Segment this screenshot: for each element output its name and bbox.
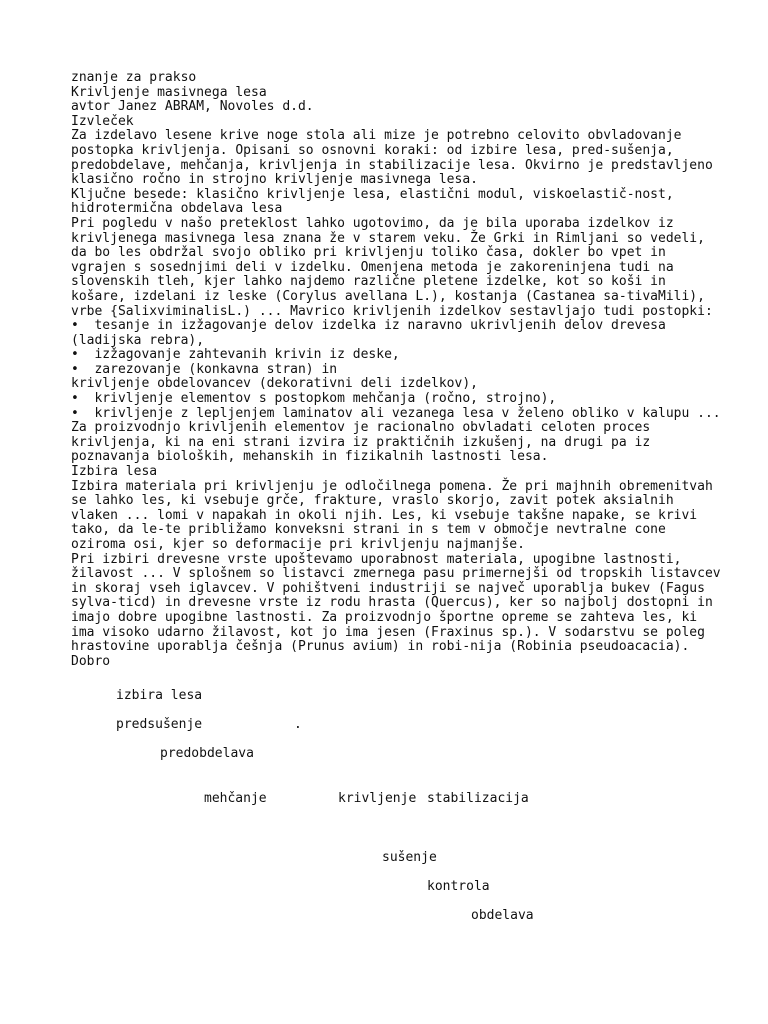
flow-step-krivljenje: krivljenje bbox=[338, 791, 417, 806]
text-line: predobdelave, mehčanja, krivljenja in stabilizacije lesa. Okvirno je predstavljeno bbox=[71, 157, 713, 173]
bullet-item: • krivljenje z lepljenjem laminatov ali vezanega lesa v želeno obliko v kalupu ... bbox=[71, 405, 721, 421]
text-line: košare, izdelani iz leske (Corylus avellana L.), kostanja (Castanea sa-tivaMili), bbox=[71, 288, 705, 304]
text-line: vrbe {SalixviminalisL.) ... Mavrico krivljenih izdelkov sestavljajo tudi postopki: bbox=[71, 303, 713, 319]
text-line: hidrotermična obdelava lesa bbox=[71, 201, 283, 217]
text-line: se lahko les, ki vsebuje grče, frakture, vraslo skorjo, zavit potek aksialnih bbox=[71, 493, 674, 509]
document-text bbox=[71, 71, 751, 669]
flow-step-susenje: sušenje bbox=[382, 850, 437, 865]
text-line: tako, da le-te približamo konveksni strani in s tem v območje nevtralne cone bbox=[71, 522, 666, 538]
text-line: Pri pogledu v našo preteklost lahko ugotovimo, da je bila uporaba izdelkov iz bbox=[71, 215, 674, 231]
text-line: postopka krivljenja. Opisani so osnovni koraki: od izbire lesa, pred-sušenja, bbox=[71, 142, 674, 158]
text-line: Za izdelavo lesene krive noge stola ali mize je potrebno celovito obvladovanje bbox=[71, 128, 682, 144]
flow-step-mehcanje: mehčanje bbox=[204, 791, 267, 806]
text-line: ima visoko udarno žilavost, kot jo ima jesen (Fraxinus sp.). V sodarstvu se poleg bbox=[71, 624, 705, 640]
text-line-abstract-heading: Izvleček bbox=[71, 113, 134, 129]
text-line: krivljenja, ki na eni strani izvira iz praktičnih izkušenj, na drugi pa iz bbox=[71, 434, 651, 450]
text-line: Dobro bbox=[71, 653, 111, 669]
text-line: Pri izbiri drevesne vrste upoštevamo uporabnost materiala, upogibne lastnosti, bbox=[71, 551, 682, 567]
flow-step-izbira-lesa: izbira lesa bbox=[116, 688, 203, 703]
text-line: sylva-ticd) in drevesne vrste iz rodu hrasta (Quercus), ker so najbolj dostopni in bbox=[71, 595, 713, 611]
text-line: vlaken ... lomi v napakah in okoli njih. Les, ki vsebuje takšne napake, se krivi bbox=[71, 507, 698, 523]
text-line: slovenskih tleh, kjer lahko najdemo različne pletene izdelke, kot so koši in bbox=[71, 274, 666, 290]
section-heading: Izbira lesa bbox=[71, 464, 158, 480]
flow-step-predobdelava: predobdelava bbox=[160, 746, 254, 761]
text-line-title: Krivljenje masivnega lesa bbox=[71, 84, 267, 100]
text-line: klasično ročno in strojno krivljenje masivnega lesa. bbox=[71, 172, 478, 188]
bullet-item: • izžagovanje zahtevanih krivin iz deske, bbox=[71, 347, 400, 363]
text-line-author: avtor Janez ABRAM, Novoles d.d. bbox=[71, 99, 314, 115]
text-line: krivljenega masivnega lesa znana že v starem veku. Že Grki in Rimljani so vedeli, bbox=[71, 230, 705, 246]
bullet-item: • zarezovanje (konkavna stran) in bbox=[71, 361, 338, 377]
flow-dot: . bbox=[294, 717, 302, 732]
text-line: oziroma osi, kjer so deformacije pri krivljenju najmanjše. bbox=[71, 537, 525, 552]
text-line: in skoraj vseh iglavcev. V pohištveni industriji se največ uporablja bukev (Fagus bbox=[71, 580, 705, 596]
bullet-item: • tesanje in izžagovanje delov izdelka iz naravno ukrivljenih delov drevesa bbox=[71, 318, 666, 334]
text-line: Izbira materiala pri krivljenju je odločilnega pomena. Že pri majhnih obremenitvah bbox=[71, 478, 713, 494]
flow-step-stabilizacija: stabilizacija bbox=[427, 791, 529, 806]
text-line: imajo dobre upogibne lastnosti. Za proizvodnjo športne opreme se zahteva les, ki bbox=[71, 609, 698, 625]
text-line: hrastovine uporablja češnja (Prunus avium) in robi-nija (Robinia pseudoacacia). bbox=[71, 639, 690, 655]
text-line-category: znanje za prakso bbox=[71, 70, 197, 85]
text-line: (ladijska rebra), bbox=[71, 332, 205, 348]
text-line-keywords: Ključne besede: klasično krivljenje lesa, elastični modul, viskoelastič-nost, bbox=[71, 186, 674, 202]
bullet-item: • krivljenje elementov s postopkom mehčanja (ročno, strojno), bbox=[71, 391, 557, 407]
text-line: vgrajen s sosednjimi deli v izdelku. Omenjena metoda je zakoreninjena tudi na bbox=[71, 259, 674, 275]
text-line: da bo les obdržal svojo obliko pri krivljenju toliko časa, dokler bo vpet in bbox=[71, 245, 666, 261]
flow-step-obdelava: obdelava bbox=[471, 908, 534, 923]
text-line: žilavost ... V splošnem so listavci zmernega pasu primernejši od tropskih listavcev bbox=[71, 566, 721, 582]
flow-step-kontrola: kontrola bbox=[427, 879, 490, 894]
flow-step-predsusenje: predsušenje bbox=[116, 717, 203, 732]
text-line: Za proizvodnjo krivljenih elementov je racionalno obvladati celoten proces bbox=[71, 420, 651, 436]
text-line: poznavanja bioloških, mehanskih in fizikalnih lastnosti lesa. bbox=[71, 449, 549, 465]
text-line: krivljenje obdelovancev (dekorativni deli izdelkov), bbox=[71, 376, 478, 392]
